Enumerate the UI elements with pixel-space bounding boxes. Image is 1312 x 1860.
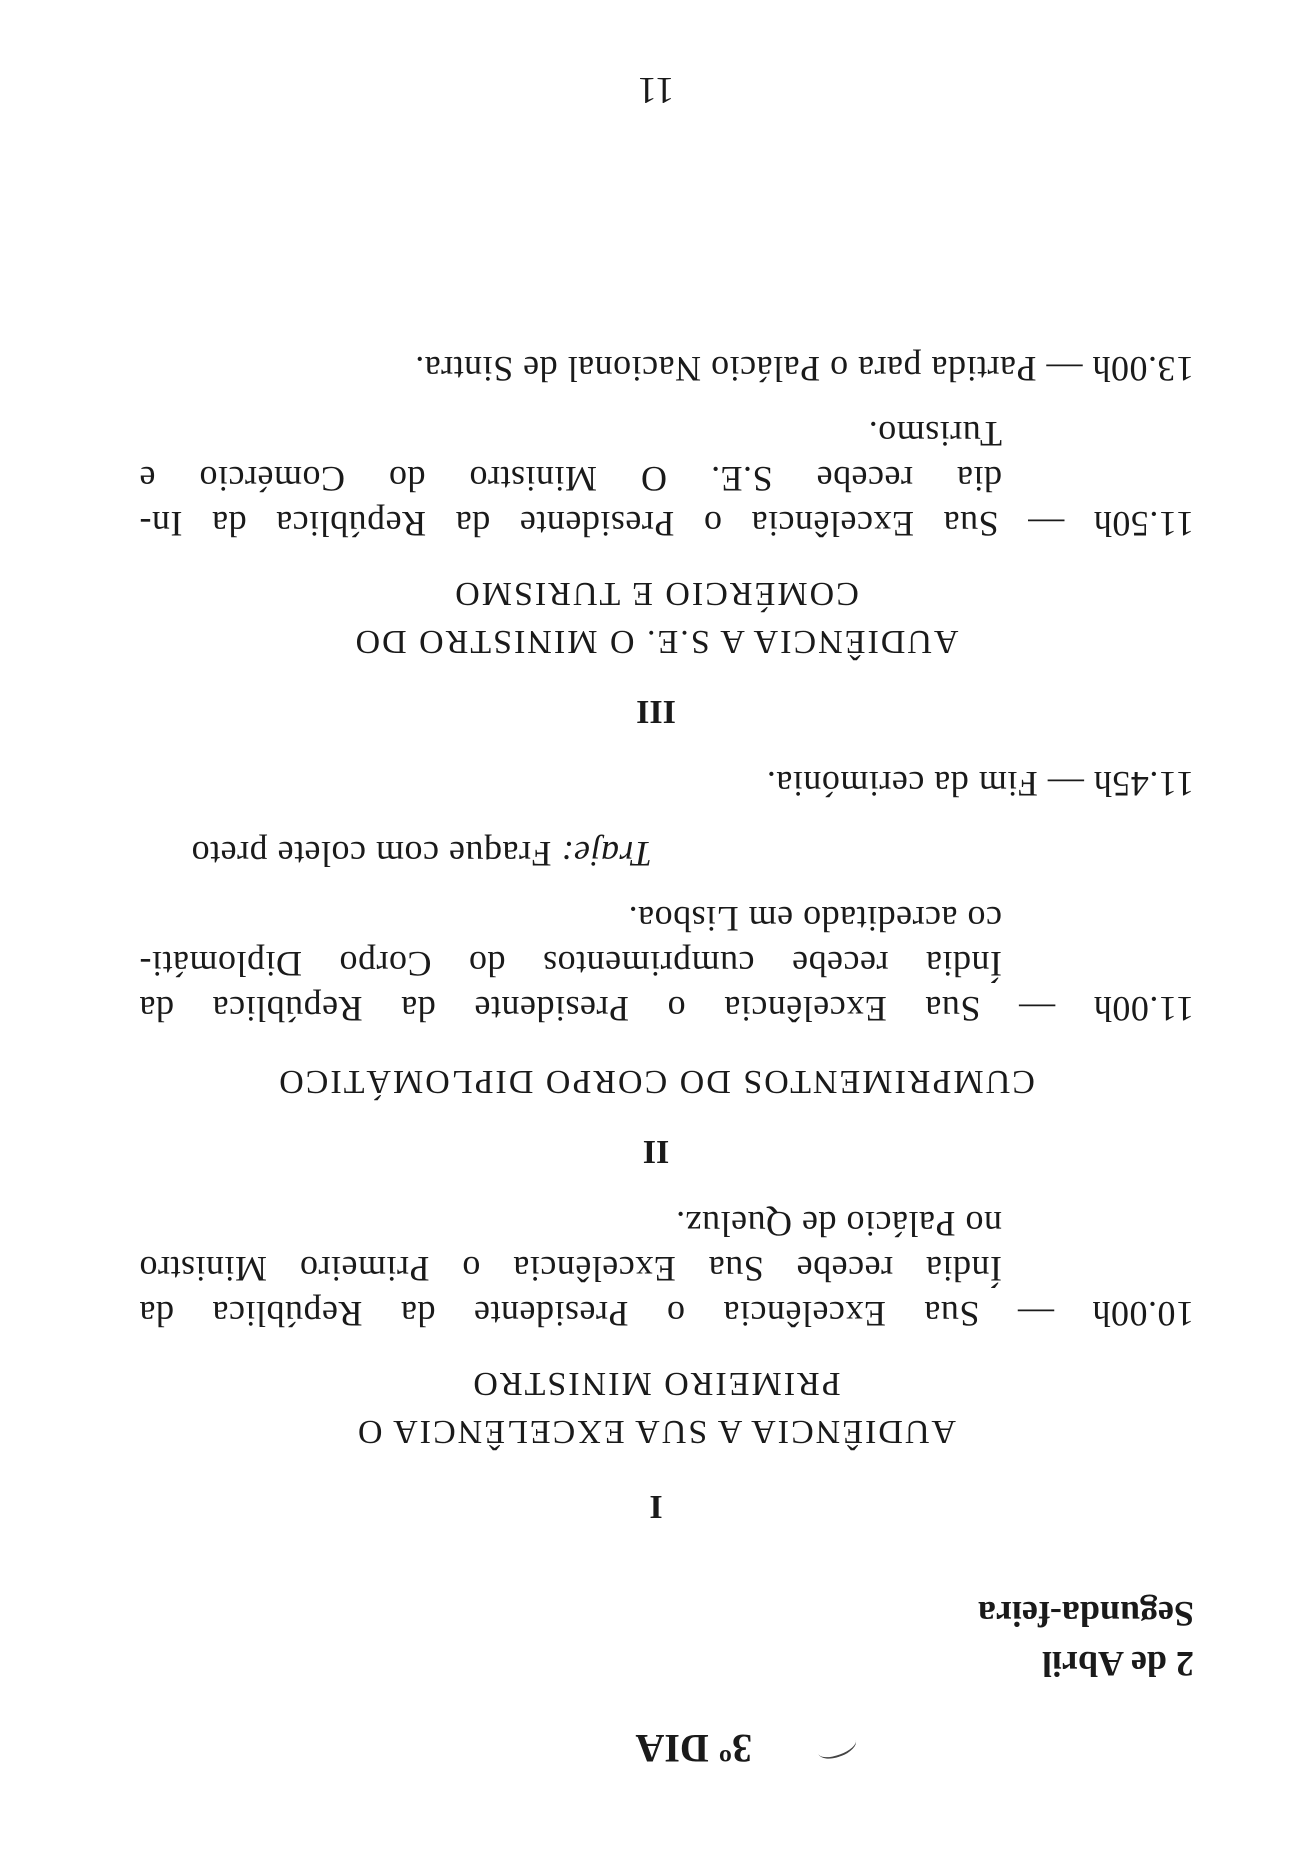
dress-code bbox=[191, 833, 652, 875]
agenda-entry-line: 11.00h — Sua Excelência o Presidente da República da bbox=[139, 989, 1194, 1029]
agenda-entry-line: 13.00h — Partida para o Palácio Nacional de Sintra. bbox=[414, 349, 1194, 389]
agenda-entry-line: 11.50h — Sua Excelência o Presidente da República da In- bbox=[139, 504, 1194, 544]
pen-mark bbox=[815, 1731, 859, 1763]
page-number: 11 bbox=[637, 69, 675, 111]
day-heading: 3º DIA bbox=[635, 1726, 752, 1771]
weekday-line: Segunda-feira bbox=[978, 1594, 1194, 1634]
agenda-entry-line: co acreditado em Lisboa. bbox=[628, 899, 1002, 939]
section-title: CUMPRIMENTOS DO CORPO DIPLOMÁTICO bbox=[277, 1063, 1035, 1100]
section-numeral: III bbox=[636, 693, 676, 730]
section-numeral: I bbox=[649, 1488, 663, 1525]
section-title: AUDIÊNCIA A S.E. O MINISTRO DO bbox=[353, 623, 959, 660]
agenda-entry-line: 10.00h — Sua Excelência o Presidente da República da bbox=[139, 1294, 1194, 1334]
agenda-entry-line: 11.45h — Fim da cerimónia. bbox=[766, 764, 1194, 804]
agenda-entry-line: no Palácio de Queluz. bbox=[675, 1204, 1002, 1244]
section-title: PRIMEIRO MINISTRO bbox=[471, 1365, 841, 1402]
section-numeral: II bbox=[642, 1133, 670, 1170]
agenda-entry-line: Índia recebe cumprimentos do Corpo Diplomáti- bbox=[139, 944, 1002, 984]
agenda-entry-line: Índia recebe Sua Excelência o Primeiro Ministro bbox=[139, 1249, 1002, 1289]
agenda-entry-line: dia recebe S.E. O Ministro do Comércio e bbox=[139, 459, 1002, 499]
date-line: 2 de Abril bbox=[1041, 1644, 1194, 1684]
section-title: AUDIÊNCIA A SUA EXCELÊNCIA O bbox=[355, 1413, 957, 1450]
dress-code-label: Traje: bbox=[560, 834, 652, 874]
dress-code-text: Fraque com colete preto bbox=[191, 834, 561, 874]
agenda-entry-line: Turismo. bbox=[868, 414, 1002, 454]
section-title: COMÉRCIO E TURISMO bbox=[453, 575, 859, 612]
